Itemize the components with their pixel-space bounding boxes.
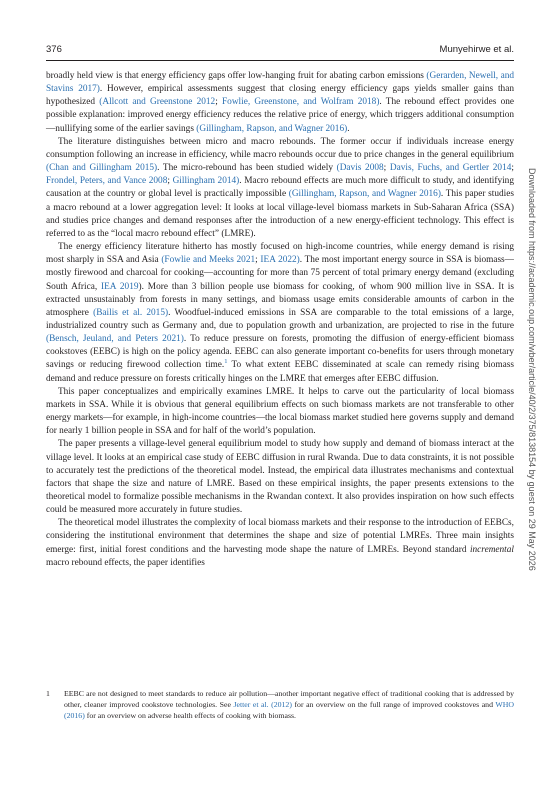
running-header	[46, 44, 514, 58]
citation-link[interactable]: WHO (2016)	[64, 699, 514, 720]
citation-link[interactable]: (Fowlie and Meeks 2021	[161, 255, 256, 266]
text-run: . However, empirical assessments suggest that closing energy efficiency gaps yields smaller gains than hypothesized	[46, 84, 514, 108]
text-run: .	[347, 123, 350, 134]
body-paragraph	[46, 517, 514, 570]
citation-link[interactable]: (Bailis et al. 2015)	[93, 307, 169, 318]
citation-link[interactable]: Jetter et al. (2012)	[233, 699, 292, 709]
body-paragraph	[46, 70, 514, 136]
text-run: EEBC are not designed to meet standards to reduce air pollution—another important negative effect of traditional cooking that is addressed by other, cleaner improved cookstove technologies. See	[64, 689, 514, 709]
text-run: This paper conceptualizes and empirically examines LMRE. It helps to carve out the particularity of local biomass markets in SSA. While it is obvious that general equilibrium effects on such biomass markets are not transferable to other energy markets—for example, in high-income countries—the local biomass market studied here governs supply and demand for nearly 1 billion people in SSA and for half of the world’s population.	[46, 386, 514, 437]
text-run: ;	[383, 163, 390, 174]
text-run: . To reduce pressure on forests, promoting the diffusion of energy-efficient biomass cookstoves (EEBC) is high on the policy agenda. EEBC can also generate important co-benefits for users through monetary savings or reducing firewood collection time.	[46, 334, 514, 371]
text-run: ;	[255, 255, 261, 266]
text-run: The literature distinguishes between micro and macro rebounds. The former occur if individuals increase energy consumption following an increase in efficiency, while macro rebounds occur due to price changes in the general equilibrium	[46, 136, 514, 160]
text-run: . Woodfuel-induced emissions in SSA are comparable to the total emissions of a large, industrialized country such as Germany and, due to population growth and urbanization, are projected to rise in the future	[46, 307, 514, 331]
citation-link[interactable]: Gillingham 2014)	[172, 176, 240, 187]
citation-link[interactable]: Fowlie, Greenstone, and Wolfram 2018)	[222, 97, 380, 108]
footnote	[46, 689, 514, 722]
citation-link[interactable]: (Gillingham, Rapson, and Wagner 2016)	[288, 189, 441, 200]
text-run: The theoretical model illustrates the complexity of local biomass markets and their response to the introduction of EEBCs, considering the institutional environment that determines the shape and size of potential LMREs. Three main insights emerge: first, initial forest conditions and the harvesting mode shape the nature of LMREs. Beyond standard	[46, 518, 514, 555]
citation-link[interactable]: (Gillingham, Rapson, and Wagner 2016)	[196, 123, 348, 134]
text-run: The paper presents a village-level general equilibrium model to study how supply and demand of biomass interact at the village level. It looks at an empirical case study of EEBC diffusion in rural Rwanda. Due to data constraints, it is not possible to accurately test the predictions of the theoretical model. Instead, the empirical data illustrates mechanisms and contextual factors that shape the size and nature of LMRE. Based on these empirical insights, the paper presents extensions to the theoretical model to formalize possible mechanisms in the Rwandan context. It also provides inspiration on how such effects could be measured more accurately in future studies.	[46, 439, 514, 516]
body-paragraph	[46, 438, 514, 517]
footnote-number: 1	[46, 689, 50, 698]
citation-link[interactable]: Frondel, Peters, and Vance 2008	[46, 176, 168, 187]
citation-link[interactable]: (Chan and Gillingham 2015)	[46, 163, 158, 174]
citation-link[interactable]: IEA 2019	[101, 281, 139, 292]
text-run: for an overview on adverse health effects of cooking with biomass.	[84, 710, 296, 720]
text-run: . The most important energy source in SSA is biomass—mostly firewood and charcoal for cooking—accounting for more than 75 percent of total primary energy demand (excluding South Africa,	[46, 255, 514, 292]
citation-link[interactable]: IEA 2022)	[260, 255, 300, 266]
article-body	[46, 70, 514, 570]
download-watermark: Downloaded from https://academic.oup.com/wber/article/40/2/375/8138154 by guest on 29 May 2026	[527, 168, 537, 571]
citation-link[interactable]: (Allcott and Greenstone 2012	[99, 97, 216, 108]
text-run: ;	[215, 97, 222, 108]
text-run: ;	[511, 163, 514, 174]
text-run: broadly held view is that energy efficiency gaps offer low-hanging fruit for abating carbon emissions	[46, 71, 427, 81]
emphasis-text: incremental	[469, 544, 514, 555]
footnote-reference[interactable]: 1	[224, 358, 228, 366]
text-run: for an overview on the full range of improved cookstoves and	[291, 699, 496, 709]
text-run: . This paper studies a macro rebound at a lower aggregation level: It looks at local village-level biomass markets in Sub-Saharan Africa (SSA) and studies price changes and demand responses after the introduction of a new energy-efficient technology. This effect is referred to as the “local macro rebound effect” (LMRE).	[46, 189, 514, 239]
text-run: . Macro rebound effects are much more difficult to study, and identifying causation at the country or global level is practically impossible	[46, 176, 514, 200]
body-paragraph	[46, 241, 514, 386]
text-run: . The rebound effect provides one possible explanation: improved energy efficiency reduces the relative price of energy, which triggers additional consumption—nullifying some of the earlier savings	[46, 97, 514, 134]
body-paragraph	[46, 386, 514, 439]
text-run: ). More than 3 billion people use biomass for cooking, of whom 900 million live in SSA. It is extracted unsustainably from forests in many settings, and biomass usage emits considerable amounts of carbon in the atmosphere	[46, 281, 514, 318]
citation-link[interactable]: Davis, Fuchs, and Gertler 2014	[389, 163, 512, 174]
page-number: 376	[46, 44, 62, 55]
header-rule	[46, 60, 514, 61]
text-run: . The micro-rebound has been studied widely	[157, 163, 337, 174]
body-paragraph	[46, 136, 514, 241]
text-run: macro rebound effects, the paper identifies	[46, 557, 205, 568]
footnote-text	[64, 689, 514, 722]
text-run: The energy efficiency literature hitherto has mostly focused on high-income countries, while energy demand is rising most sharply in SSA and Asia	[46, 242, 514, 266]
citation-link[interactable]: (Bensch, Jeuland, and Peters 2021)	[46, 334, 184, 345]
running-head-authors: Munyehirwe et al.	[439, 44, 514, 55]
text-run: ;	[167, 176, 173, 187]
citation-link[interactable]: (Davis 2008	[336, 163, 384, 174]
citation-link[interactable]: (Gerarden, Newell, and Stavins 2017)	[46, 71, 514, 95]
text-run: To what extent EEBC disseminated at scale can remedy rising biomass demand and reduce pressure on forests critically hinges on the LMRE that emerges after EEBC diffusion.	[46, 360, 514, 384]
